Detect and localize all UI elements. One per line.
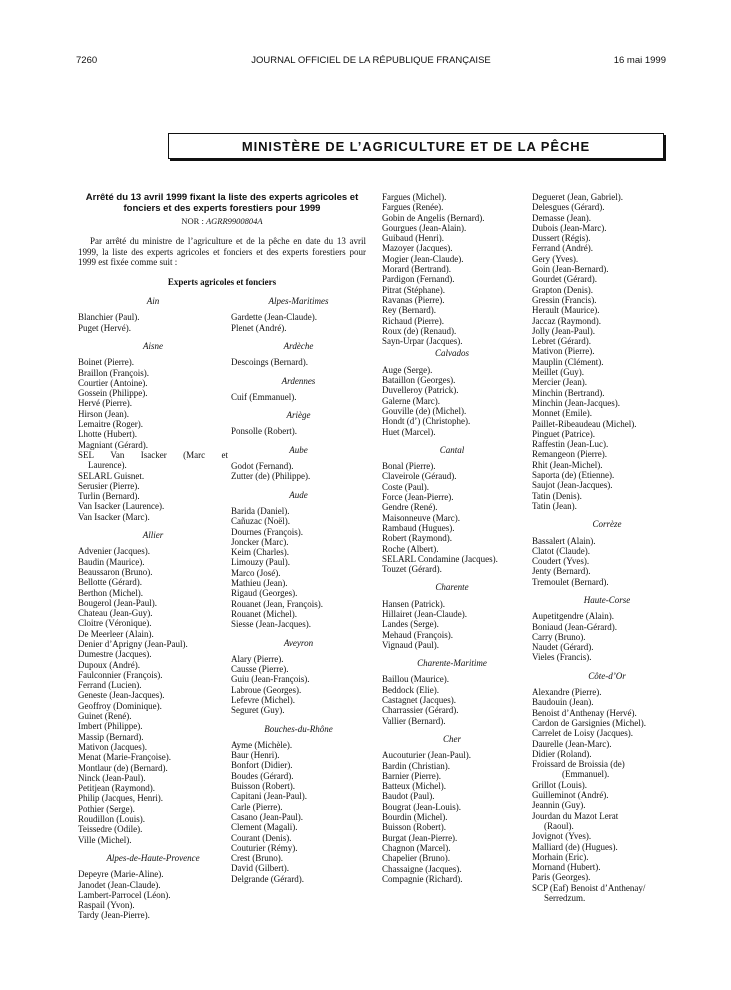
- expert-name: Bassalert (Alain).: [532, 535, 596, 546]
- expert-name: Gressin (Francis).: [532, 294, 597, 305]
- expert-name: Couturier (Rémy).: [231, 842, 298, 853]
- expert-name: Baur (Henri).: [231, 750, 280, 761]
- expert-name: Gourdet (Gérard).: [532, 274, 597, 285]
- expert-name: Bataillon (Georges).: [382, 375, 456, 386]
- department-heading: Aube: [289, 444, 308, 455]
- expert-name: Bardin (Christian).: [382, 760, 450, 771]
- expert-name: Boudes (Gérard).: [231, 770, 294, 781]
- expert-name: Cuif (Emmanuel).: [231, 391, 297, 402]
- expert-name: Menat (Marie-Françoise).: [78, 752, 171, 763]
- expert-name: Barnier (Pierre).: [382, 770, 441, 781]
- expert-name: Depeyre (Marie-Aline).: [78, 869, 164, 880]
- expert-name: Hervé (Pierre).: [78, 398, 132, 409]
- expert-name: Keim (Charles).: [231, 547, 289, 558]
- expert-name: Mathieu (Jean).: [231, 578, 288, 589]
- expert-name: Dussert (Régis).: [532, 233, 591, 244]
- expert-name: SELARL Guisnet.: [78, 470, 145, 481]
- department-heading: Cher: [443, 733, 461, 744]
- expert-name: Guilleminot (André).: [532, 790, 609, 801]
- expert-name-continued: (Raoul).: [544, 820, 574, 831]
- department-heading: Ardennes: [281, 375, 316, 386]
- expert-name: Goin (Jean-Bernard).: [532, 264, 609, 275]
- department-heading: Cantal: [439, 444, 465, 455]
- expert-name: Janodet (Jean-Claude).: [78, 879, 161, 890]
- expert-name: Touzet (Gérard).: [382, 564, 442, 575]
- expert-name: Grillot (Louis).: [532, 779, 587, 790]
- expert-name: Siesse (Jean-Jacques).: [231, 619, 311, 630]
- column-3: [532, 192, 682, 903]
- expert-name: Claveirole (Géraud).: [382, 471, 457, 482]
- expert-name: Causse (Pierre).: [231, 664, 289, 675]
- expert-name: Fargues (Michel).: [382, 192, 447, 202]
- expert-name: Mornand (Hubert).: [532, 862, 601, 873]
- expert-name: Dournes (François).: [231, 526, 303, 537]
- expert-name: Pothier (Serge).: [78, 803, 135, 814]
- expert-name: Alary (Pierre).: [231, 653, 284, 664]
- expert-name: Lefevre (Michel).: [231, 695, 295, 705]
- expert-name: Morhain (Eric).: [532, 851, 589, 862]
- expert-name: Auge (Serge).: [382, 364, 433, 375]
- expert-name: Mauplin (Clément).: [532, 356, 604, 367]
- expert-name: Vallier (Bernard).: [382, 715, 446, 726]
- expert-name: Coudert (Yves).: [532, 556, 590, 567]
- expert-name: Tardy (Jean-Pierre).: [78, 910, 150, 921]
- expert-name: Morard (Bertrand).: [382, 264, 451, 275]
- department-heading: Calvados: [434, 348, 469, 359]
- expert-name: Vieles (Francis).: [532, 652, 592, 663]
- expert-name: Malliard (de) (Hugues).: [532, 841, 618, 852]
- department-heading: Bouches-du-Rhône: [264, 723, 333, 734]
- expert-name: Castagnet (Jacques).: [382, 695, 456, 706]
- expert-name: Ville (Michel).: [78, 834, 132, 845]
- expert-name: Berthon (Michel).: [78, 587, 143, 598]
- expert-name: Mercier (Jean).: [532, 377, 587, 388]
- expert-name: Blanchier (Paul).: [78, 312, 140, 323]
- expert-name: Paris (Georges).: [532, 872, 591, 883]
- expert-name: Jaccaz (Raymond).: [532, 315, 601, 326]
- expert-name: Raspail (Yvon).: [78, 900, 135, 911]
- expert-name: Roux (de) (Renaud).: [382, 325, 457, 336]
- expert-name: Coste (Paul).: [382, 481, 429, 492]
- expert-name: Bourdin (Michel).: [382, 812, 448, 823]
- expert-name: Gossein (Philippe).: [78, 388, 148, 399]
- expert-name: Compagnie (Richard).: [382, 873, 463, 884]
- expert-name: Ferrand (Lucien).: [78, 680, 142, 691]
- expert-name: Aupetitgendre (Alain).: [532, 611, 614, 622]
- expert-name: Jourdan du Mazot Lerat: [532, 810, 619, 821]
- expert-name: Benoist d’Anthenay (Hervé).: [532, 707, 637, 718]
- expert-name: Jeannin (Guy).: [532, 800, 586, 811]
- expert-name: Teissedre (Odile).: [78, 824, 143, 835]
- expert-name: Lhotte (Hubert).: [78, 429, 137, 440]
- column-1b: [231, 294, 366, 921]
- expert-name: Mativon (Jacques).: [78, 741, 147, 752]
- expert-name: Tatin (Denis).: [532, 490, 582, 501]
- expert-name: Vignaud (Paul).: [382, 639, 439, 650]
- expert-name: Barida (Daniel).: [231, 505, 290, 516]
- expert-name: Labroue (Georges).: [231, 684, 302, 695]
- expert-name: Courant (Denis).: [231, 832, 292, 843]
- expert-name: Tremoulet (Bernard).: [532, 576, 609, 587]
- expert-name: Gobin de Angelis (Bernard).: [382, 212, 485, 223]
- department-heading: Allier: [142, 530, 164, 541]
- expert-name: Serusier (Pierre).: [78, 480, 140, 491]
- expert-name: Chapelier (Bruno).: [382, 853, 450, 864]
- expert-name: Herault (Maurice).: [532, 305, 600, 316]
- expert-name: Galerne (Marc).: [382, 395, 440, 406]
- expert-name: Capitani (Jean-Paul).: [231, 791, 307, 802]
- expert-name: Maisonneuve (Marc).: [382, 512, 460, 523]
- expert-name: Carry (Bruno).: [532, 631, 586, 642]
- expert-name-continued: Serredzum.: [544, 893, 586, 903]
- expert-name-continued: Laurence).: [88, 460, 127, 471]
- expert-name: Beaussaron (Bruno).: [78, 566, 153, 577]
- expert-name: Batteux (Michel).: [382, 781, 446, 792]
- expert-name: Hillairet (Jean-Claude).: [382, 608, 467, 619]
- page-number: 7260: [76, 55, 98, 66]
- expert-name: Boniaud (Jean-Gérard).: [532, 621, 617, 632]
- expert-name: Ayme (Michèle).: [231, 739, 293, 750]
- expert-name: Philip (Jacques, Henri).: [78, 793, 163, 804]
- expert-name: Degueret (Jean, Gabriel).: [532, 192, 623, 202]
- expert-name: Minchin (Jean-Jacques).: [532, 397, 620, 408]
- expert-name: Chassaigne (Jacques).: [382, 863, 462, 874]
- expert-name: Faulconnier (François).: [78, 669, 163, 680]
- expert-name: Ravanas (Pierre).: [382, 294, 445, 305]
- department-heading: Charente-Maritime: [417, 658, 487, 669]
- expert-name: Van Isacker (Laurence).: [78, 501, 165, 512]
- expert-name: Guinet (René).: [78, 711, 132, 722]
- expert-name: Boinet (Pierre).: [78, 357, 134, 368]
- expert-name: Crest (Bruno).: [231, 853, 283, 864]
- expert-name: Carle (Pierre).: [231, 801, 283, 812]
- expert-name: Braillon (François).: [78, 367, 149, 378]
- expert-name: Casano (Jean-Paul).: [231, 811, 303, 822]
- expert-name: Rambaud (Hugues).: [382, 522, 455, 533]
- ministry-box: MINISTÈRE DE L’AGRICULTURE ET DE LA PÊCHE: [168, 133, 664, 159]
- expert-name: Courtier (Antoine).: [78, 377, 148, 388]
- expert-name: Baudot (Paul).: [382, 791, 435, 802]
- expert-name: Clatot (Claude).: [532, 545, 590, 556]
- expert-name: Dupoux (André).: [78, 659, 140, 670]
- column-1-subcolumns: [78, 294, 366, 921]
- expert-name: Chateau (Jean-Guy).: [78, 608, 153, 619]
- expert-name: SELARL Condamine (Jacques).: [382, 553, 498, 564]
- expert-name: Tatin (Jean).: [532, 500, 577, 511]
- expert-name: Huet (Marcel).: [382, 426, 436, 437]
- column-2: [382, 192, 522, 884]
- expert-name: SCP (Eaf) Benoist d’Anthenay/: [532, 882, 646, 893]
- expert-name: Zutter (de) (Philippe).: [231, 471, 311, 482]
- expert-name: Froissard de Broissia (de): [532, 759, 625, 770]
- expert-name: Bellotte (Gérard).: [78, 577, 142, 588]
- expert-name: Charrassier (Gérard).: [382, 705, 459, 716]
- expert-name: Jovignot (Yves).: [532, 831, 592, 842]
- expert-name: Dubois (Jean-Marc).: [532, 222, 607, 233]
- expert-name: Ninck (Jean-Paul).: [78, 772, 146, 783]
- expert-name: Plenet (André).: [231, 322, 287, 333]
- expert-name: Duvelleroy (Patrick).: [382, 385, 459, 396]
- expert-name: Gouville (de) (Michel).: [382, 405, 467, 416]
- department-heading: Aveyron: [283, 637, 314, 648]
- arrete-title: Arrêté du 13 avril 1999 fixant la liste des experts agricoles et fonciers et des experts forestiers pour 1999: [85, 192, 359, 214]
- department-heading: Haute-Corse: [583, 594, 631, 605]
- expert-name: Hondt (d’) (Christophe).: [382, 416, 471, 427]
- expert-name: Baudouin (Jean).: [532, 697, 594, 708]
- expert-name: Godot (Fernand).: [231, 461, 294, 472]
- expert-name: David (Gilbert).: [231, 863, 289, 874]
- nor-line: [78, 216, 366, 226]
- expert-name: Rey (Bernard).: [382, 305, 436, 316]
- list-title: Experts agricoles et fonciers: [167, 276, 277, 287]
- department-heading: Aude: [289, 489, 308, 500]
- issue-date: 16 mai 1999: [613, 55, 666, 66]
- expert-name: Monnet (Emile).: [532, 408, 592, 419]
- expert-name: Landes (Serge).: [382, 619, 439, 630]
- expert-name: Baudin (Maurice).: [78, 556, 145, 567]
- expert-name: Gendre (René).: [382, 502, 438, 513]
- expert-name: Jenty (Bernard).: [532, 566, 591, 577]
- department-heading: Côte-d’Or: [588, 670, 626, 681]
- expert-name: Ponsolle (Robert).: [231, 426, 297, 437]
- expert-name: Didier (Roland).: [532, 748, 592, 759]
- expert-name: Geoffroy (Dominique).: [78, 700, 162, 711]
- expert-name: Saujot (Jean-Jacques).: [532, 480, 613, 491]
- expert-name: Marco (José).: [231, 567, 281, 578]
- expert-name: Naudet (Gérard).: [532, 642, 594, 653]
- expert-name: Saporta (de) (Etienne).: [532, 470, 615, 481]
- expert-name: Cloitre (Véronique).: [78, 618, 152, 629]
- expert-name: Imbert (Philippe).: [78, 721, 143, 732]
- expert-name: Robert (Raymond).: [382, 533, 452, 544]
- expert-name: Rouanet (Michel).: [231, 608, 297, 619]
- expert-name: Guibaud (Henri).: [382, 233, 444, 244]
- expert-name: Rhit (Jean-Michel).: [532, 459, 603, 470]
- expert-name: Seguret (Guy).: [231, 705, 285, 716]
- expert-name: Rouanet (Jean, François).: [231, 598, 323, 609]
- expert-name: Bougrat (Jean-Louis).: [382, 801, 461, 812]
- expert-name: Demasse (Jean).: [532, 212, 591, 223]
- expert-name: Bonfort (Didier).: [231, 760, 293, 771]
- expert-name: Clement (Magali).: [231, 822, 298, 833]
- expert-name: Delgrande (Gérard).: [231, 873, 304, 884]
- arrete-paragraph: Par arrêté du ministre de l’agriculture et de la pêche en date du 13 avril 1999, la liste des experts agricoles et fonciers et des experts forestiers pour 1999 est fixée comme suit :: [78, 236, 366, 268]
- department-heading: Corrèze: [592, 519, 622, 530]
- expert-name: Guiu (Jean-François).: [231, 674, 310, 685]
- expert-name: Mativon (Pierre).: [532, 346, 595, 357]
- expert-name: Lambert-Parrocel (Léon).: [78, 889, 171, 900]
- expert-name: Limouzy (Paul).: [231, 557, 290, 568]
- expert-name: Ferrand (André).: [532, 243, 593, 254]
- expert-name: Remangeon (Pierre).: [532, 449, 607, 460]
- expert-name: Grapton (Denis).: [532, 284, 593, 295]
- expert-name: Lebret (Gérard).: [532, 336, 591, 347]
- expert-name: Roudillon (Louis).: [78, 814, 145, 825]
- expert-name: Cardon de Garsignies (Michel).: [532, 717, 646, 728]
- expert-name: Minchin (Bertrand).: [532, 387, 605, 398]
- expert-name: Aucouturier (Jean-Paul).: [382, 750, 471, 761]
- expert-name: Baillou (Maurice).: [382, 674, 449, 685]
- expert-name: Chagnon (Marcel).: [382, 842, 451, 853]
- expert-name: Meillet (Guy).: [532, 367, 584, 378]
- expert-name: Mehaud (François).: [382, 629, 453, 640]
- nor-code: AGRR9900804A: [205, 216, 263, 226]
- expert-name: Lemaitre (Roger).: [78, 419, 143, 430]
- expert-name-continued: (Emmanuel).: [562, 769, 610, 780]
- expert-name: Massip (Bernard).: [78, 731, 144, 742]
- expert-name: Van Isacker (Marc).: [78, 511, 150, 522]
- expert-name: Petitjean (Raymond).: [78, 783, 155, 794]
- expert-name: Geneste (Jean-Jacques).: [78, 690, 165, 701]
- expert-name: SEL Van Isacker (Marc et: [78, 449, 228, 460]
- expert-name: Sayn-Urpar (Jacques).: [382, 336, 463, 347]
- expert-name: Dumestre (Jacques).: [78, 649, 152, 660]
- expert-name: Pitrat (Stéphane).: [382, 284, 445, 295]
- department-heading: Ardèche: [283, 340, 314, 351]
- expert-name: Buisson (Robert).: [382, 822, 446, 833]
- expert-name: Roche (Albert).: [382, 543, 439, 554]
- expert-name: Joncker (Marc).: [231, 536, 289, 547]
- expert-name: Fargues (Renée).: [382, 202, 444, 213]
- expert-name: Richaud (Pierre).: [382, 315, 444, 326]
- expert-name: De Meerleer (Alain).: [78, 628, 154, 639]
- expert-name: Carrelet de Loisy (Jacques).: [532, 728, 633, 739]
- expert-name: Gourgues (Jean-Alain).: [382, 222, 467, 233]
- department-heading: Ariège: [286, 410, 311, 421]
- department-heading: Aisne: [143, 340, 163, 351]
- department-heading: Alpes-de-Haute-Provence: [106, 852, 200, 863]
- expert-name: Descoings (Bernard).: [231, 357, 308, 368]
- expert-name: Daurelle (Jean-Marc).: [532, 738, 612, 749]
- expert-name: Cañuzac (Noël).: [231, 516, 290, 527]
- department-heading: Charente: [435, 582, 469, 593]
- expert-name: Burgat (Jean-Pierre).: [382, 832, 458, 843]
- column-1a: [78, 294, 228, 921]
- expert-name: Montlaur (de) (Bernard).: [78, 762, 168, 773]
- expert-name: Pinguet (Patrice).: [532, 428, 595, 439]
- expert-name: Hirson (Jean).: [78, 408, 129, 419]
- expert-name: Beddock (Elie).: [382, 684, 439, 695]
- department-heading: Alpes-Maritimes: [268, 296, 329, 307]
- expert-name: Bonal (Pierre).: [382, 461, 436, 472]
- expert-name: Paillet-Ribeaudeau (Michel).: [532, 418, 637, 429]
- column-1: [78, 192, 366, 921]
- journal-title: JOURNAL OFFICIEL DE LA RÉPUBLIQUE FRANÇAISE: [251, 55, 491, 66]
- expert-name: Turlin (Bernard).: [78, 491, 140, 502]
- expert-name: Gery (Yves).: [532, 253, 579, 264]
- expert-name: Delesgues (Gérard).: [532, 202, 605, 213]
- expert-name: Magniant (Gérard).: [78, 439, 148, 450]
- expert-name: Force (Jean-Pierre).: [382, 492, 454, 503]
- expert-name: Rigaud (Georges).: [231, 588, 298, 599]
- expert-name: Buisson (Robert).: [231, 781, 295, 792]
- expert-name: Pardigon (Fernand).: [382, 274, 455, 285]
- page-header: [76, 55, 666, 69]
- nor-label: NOR :: [181, 216, 204, 226]
- expert-name: Gardette (Jean-Claude).: [231, 312, 317, 323]
- expert-name: Mogier (Jean-Claude).: [382, 253, 464, 264]
- expert-name: Advenier (Jacques).: [78, 546, 150, 557]
- expert-name: Jolly (Jean-Paul).: [532, 325, 595, 336]
- expert-name: Raffestin (Jean-Luc).: [532, 439, 609, 450]
- expert-name: Denier d’Aprigny (Jean-Paul).: [78, 639, 188, 649]
- expert-name: Puget (Hervé).: [78, 322, 131, 333]
- department-heading: Ain: [146, 296, 160, 307]
- expert-name: Bougerol (Jean-Paul).: [78, 597, 157, 608]
- expert-name: Mazoyer (Jacques).: [382, 243, 453, 254]
- expert-name: Alexandre (Pierre).: [532, 687, 602, 698]
- expert-name: Hansen (Patrick).: [382, 598, 445, 609]
